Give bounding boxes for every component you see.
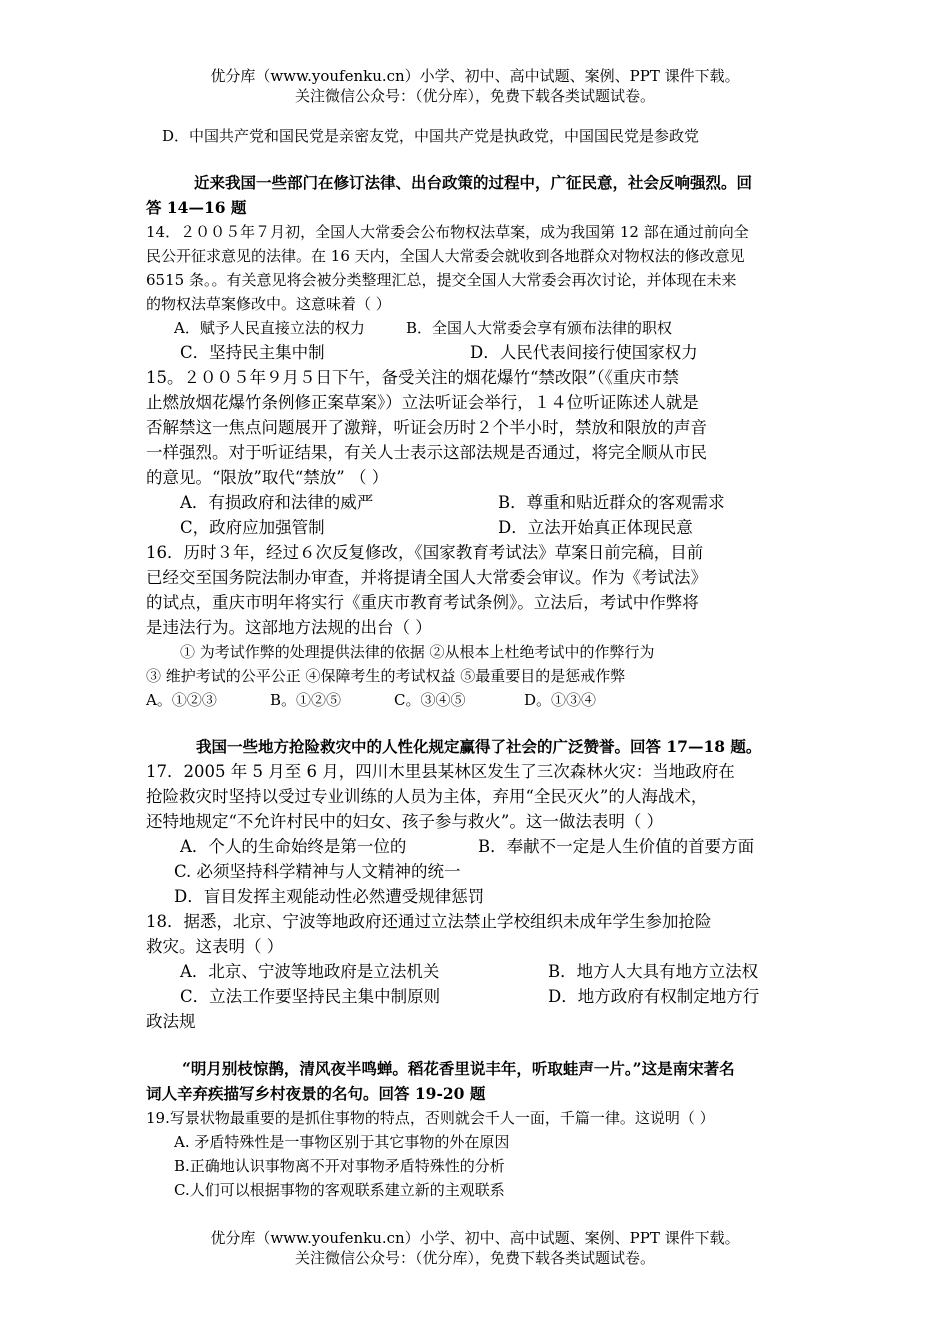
intro-19-20-line-1: “明月别枝惊鹊，清风夜半鸣蝉。稻花香里说丰年，听取蛙声一片。”这是南宋著名 (182, 1059, 735, 1078)
q17-options-ab (146, 834, 810, 859)
q15-line-4: 一样强烈。对于听证结果，有关人士表示这部法规是否通过，将完全顺从市民 (146, 443, 707, 462)
intro-14-16-line-1: 近来我国一些部门在修订法律、出台政策的过程中，广征民意，社会反响强烈。回 (194, 173, 753, 192)
q15-line-5: 的意见。“限放”取代“禁放” （ ） (146, 468, 389, 487)
q16-line-1: 16．历时３年，经过６次反复修改，《国家教育考试法》草案日前完稿，目前 (146, 543, 704, 562)
q16-line-2: 已经交至国务院法制办审查，并将提请全国人大常委会审议。作为《考试法》 (146, 568, 707, 587)
footer-line-2: 关注微信公众号：（优分库），免费下载各类试题试卷。 (294, 1249, 655, 1267)
q14-line-1: 14．２００５年７月初，全国人大常委会公布物权法草案，成为我国第 12 部在通过前向全 (146, 223, 749, 241)
q18-option-b: B．地方人大具有地方立法权 (548, 962, 759, 981)
q14-options-ab (146, 316, 810, 340)
q14-option-a: A．赋予人民直接立法的权力 (174, 319, 365, 337)
q14-option-c: C．坚持民主集中制 (180, 343, 325, 362)
q14-line-4: 的物权法草案修改中。这意味着（ ） (146, 295, 391, 313)
q15-options-cd (146, 515, 810, 540)
q19-option-a: A. 矛盾特殊性是一事物区别于其它事物的外在原因 (174, 1133, 510, 1151)
q18-option-a: A．北京、宁波等地政府是立法机关 (180, 962, 440, 981)
page-footer (0, 1228, 950, 1268)
q13-option-d: D．中国共产党和国民党是亲密友党，中国共产党是执政党，中国国民党是参政党 (162, 127, 700, 145)
q17-line-2: 抢险救灾时坚持以受过专业训练的人员为主体，弃用“全民灭火”的人海战术， (146, 787, 708, 806)
q17-line-1: 17．2005 年 5 月至 6 月，四川木里县某林区发生了三次森林火灾：当地政府在 (146, 762, 735, 781)
q16-line-4: 是违法行为。这部地方法规的出台（ ） (146, 618, 432, 637)
footer-line-1: 优分库（www.youfenku.cn）小学、初中、高中试题、案例、PPT 课件下载。 (210, 1229, 740, 1247)
header-line-2: 关注微信公众号：（优分库），免费下载各类试题试卷。 (294, 87, 655, 105)
q18-options-ab (146, 959, 810, 984)
q14-option-b: B．全国人大常委会享有颁布法律的职权 (406, 319, 673, 337)
q16-option-b: B。①②⑤ (270, 691, 342, 709)
q15-option-d: D．立法开始真正体现民意 (498, 518, 693, 537)
q14-line-3: 6515 条。。有关意见将会被分类整理汇总，提交全国人大常委会再次讨论，并体现在未来 (146, 271, 737, 289)
q19-option-b: B.正确地认识事物离不开对事物矛盾特殊性的分析 (174, 1157, 505, 1175)
q19-line-1: 19.写景状物最重要的是抓住事物的特点，否则就会千人一面，千篇一律。这说明（ ） (146, 1109, 715, 1127)
q15-option-a: A．有损政府和法律的威严 (180, 493, 374, 512)
header-line-1: 优分库（www.youfenku.cn）小学、初中、高中试题、案例、PPT 课件下载。 (210, 67, 740, 85)
intro-14-16-line-2: 答 14—16 题 (146, 198, 247, 217)
intro-17-18: 我国一些地方抢险救灾中的人性化规定赢得了社会的广泛赞誉。回答 17—18 题。 (196, 737, 762, 756)
q19-option-c: C.人们可以根据事物的客观联系建立新的主观联系 (174, 1181, 505, 1199)
q18-option-d-continued: 政法规 (146, 1012, 196, 1031)
q16-option-c: C。③④⑤ (394, 691, 466, 709)
exam-content (146, 124, 810, 1202)
q15-line-3: 否解禁这一焦点问题展开了激辩，听证会历时２个半小时，禁放和限放的声音 (146, 418, 707, 437)
q18-line-1: 18．据悉，北京、宁波等地政府还通过立法禁止学校组织未成年学生参加抢险 (146, 912, 712, 931)
q16-option-d: D。①③④ (524, 691, 597, 709)
q15-options-ab (146, 490, 810, 515)
q16-options (146, 688, 810, 712)
intro-19-20-line-2: 词人辛弃疾描写乡村夜景的名句。回答 19-20 题 (146, 1084, 486, 1103)
q16-option-a: A。①②③ (146, 691, 217, 709)
q16-item-line-1: ① 为考试作弊的处理提供法律的依据 ②从根本上杜绝考试中的作弊行为 (180, 643, 655, 661)
q17-option-c: C. 必须坚持科学精神与人文精神的统一 (174, 862, 461, 881)
q15-line-1: 15。２００５年９月５日下午，备受关注的烟花爆竹“禁改限”（《重庆市禁 (146, 368, 679, 387)
q18-option-d: D．地方政府有权制定地方行 (548, 987, 760, 1006)
q17-option-d: D．盲目发挥主观能动性必然遭受规律惩罚 (174, 887, 485, 906)
q15-option-c: C，政府应加强管制 (180, 518, 325, 537)
q15-line-2: 止燃放烟花爆竹条例修正案草案》）立法听证会举行，１４位听证陈述人就是 (146, 393, 699, 412)
q14-options-cd (146, 340, 810, 365)
q18-options-cd (146, 984, 810, 1009)
q17-option-b: B．奉献不一定是人生价值的首要方面 (478, 837, 755, 856)
q18-option-c: C．立法工作要坚持民主集中制原则 (180, 987, 441, 1006)
q15-option-b: B．尊重和贴近群众的客观需求 (498, 493, 725, 512)
q14-option-d: D．人民代表间接行使国家权力 (470, 343, 698, 362)
q16-item-line-2: ③ 维护考试的公平公正 ④保障考生的考试权益 ⑤最重要目的是惩戒作弊 (146, 667, 626, 685)
q17-line-3: 还特地规定“不允许村民中的妇女、孩子参与救火”。这一做法表明（ ） (146, 812, 664, 831)
q16-line-3: 的试点，重庆市明年将实行《重庆市教育考试条例》。立法后，考试中作弊将 (146, 593, 699, 612)
page-header (0, 66, 950, 106)
q14-line-2: 民公开征求意见的法律。在 16 天内，全国人大常委会就收到各地群众对物权法的修改意见 (146, 247, 745, 265)
q18-line-2: 救灾。这表明（ ） (146, 937, 284, 956)
q17-option-a: A．个人的生命始终是第一位的 (180, 837, 407, 856)
